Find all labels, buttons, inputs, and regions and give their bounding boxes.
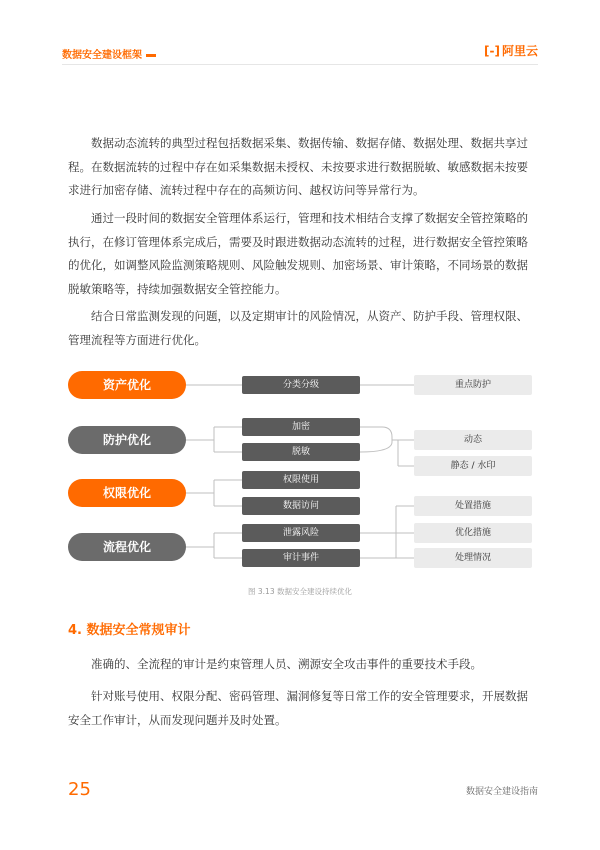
middle-label: 脱敏 [291,447,311,457]
figure-caption: 图 3.13 数据安全建设持续优化 [248,587,352,596]
middle-label: 审计事件 [282,553,320,563]
footer-title: 数据安全建设指南 [465,787,538,797]
result-label: 动态 [463,435,483,445]
header-title: 数据安全建设框架 [62,46,156,61]
connector [360,506,414,558]
paragraph-2: 通过一段时间的数据安全管理体系运行，管理和技术相结合支撑了数据安全管控策略的执行，在修订管理体系完成后，需要及时跟进数据动态流转的过程，进行数据安全管控策略的优化，如调整风险监测策略规则、风险触发规则、加密场景、审计策略，不同场景的数据脱敏策略等，持续加强数据安全管控能力。 [68,211,528,296]
result-label: 处理情况 [454,553,492,563]
result-label: 重点防护 [454,380,492,390]
middle-label: 权限使用 [282,475,320,485]
connector [186,533,242,558]
aliyun-logo: [-] 阿里云 [484,44,538,58]
paragraph-5: 针对账号使用、权限分配、密码管理、漏洞修复等日常工作的安全管理要求，开展数据安全工作审计，从而发现问题并及时处置。 [68,689,528,727]
category-label: 资产优化 [102,378,152,392]
connector [360,427,392,452]
result-label: 处置措施 [454,501,492,511]
header-divider [62,64,538,65]
page-number: 25 [68,779,91,800]
connector [186,480,242,506]
middle-label: 数据访问 [282,501,320,511]
category-label: 防护优化 [102,433,152,447]
middle-label: 泄露风险 [282,528,320,538]
paragraph-1: 数据动态流转的典型过程包括数据采集、数据传输、数据存储、数据处理、数据共享过程。在数据流转的过程中存在如采集数据未授权、未按要求进行数据脱敏、敏感数据未按要求进行加密存储、流转过程中存在的高频访问、越权访问等异常行为。 [68,136,528,197]
paragraph-4: 准确的、全流程的审计是约束管理人员、溯源安全攻击事件的重要技术手段。 [91,657,482,671]
middle-label: 加密 [291,422,311,432]
paragraph-3: 结合日常监测发现的问题，以及定期审计的风险情况，从资产、防护手段、管理权限、管理流程等方面进行优化。 [68,309,528,347]
connector [392,440,414,466]
category-label: 权限优化 [102,486,152,500]
result-label: 优化措施 [454,528,492,538]
middle-label: 分类分级 [282,380,320,390]
category-label: 流程优化 [102,540,152,554]
result-label: 静态 / 水印 [450,461,496,471]
section-title: 4. 数据安全常规审计 [68,623,191,638]
connector [186,427,242,452]
optimization-diagram [0,360,600,580]
